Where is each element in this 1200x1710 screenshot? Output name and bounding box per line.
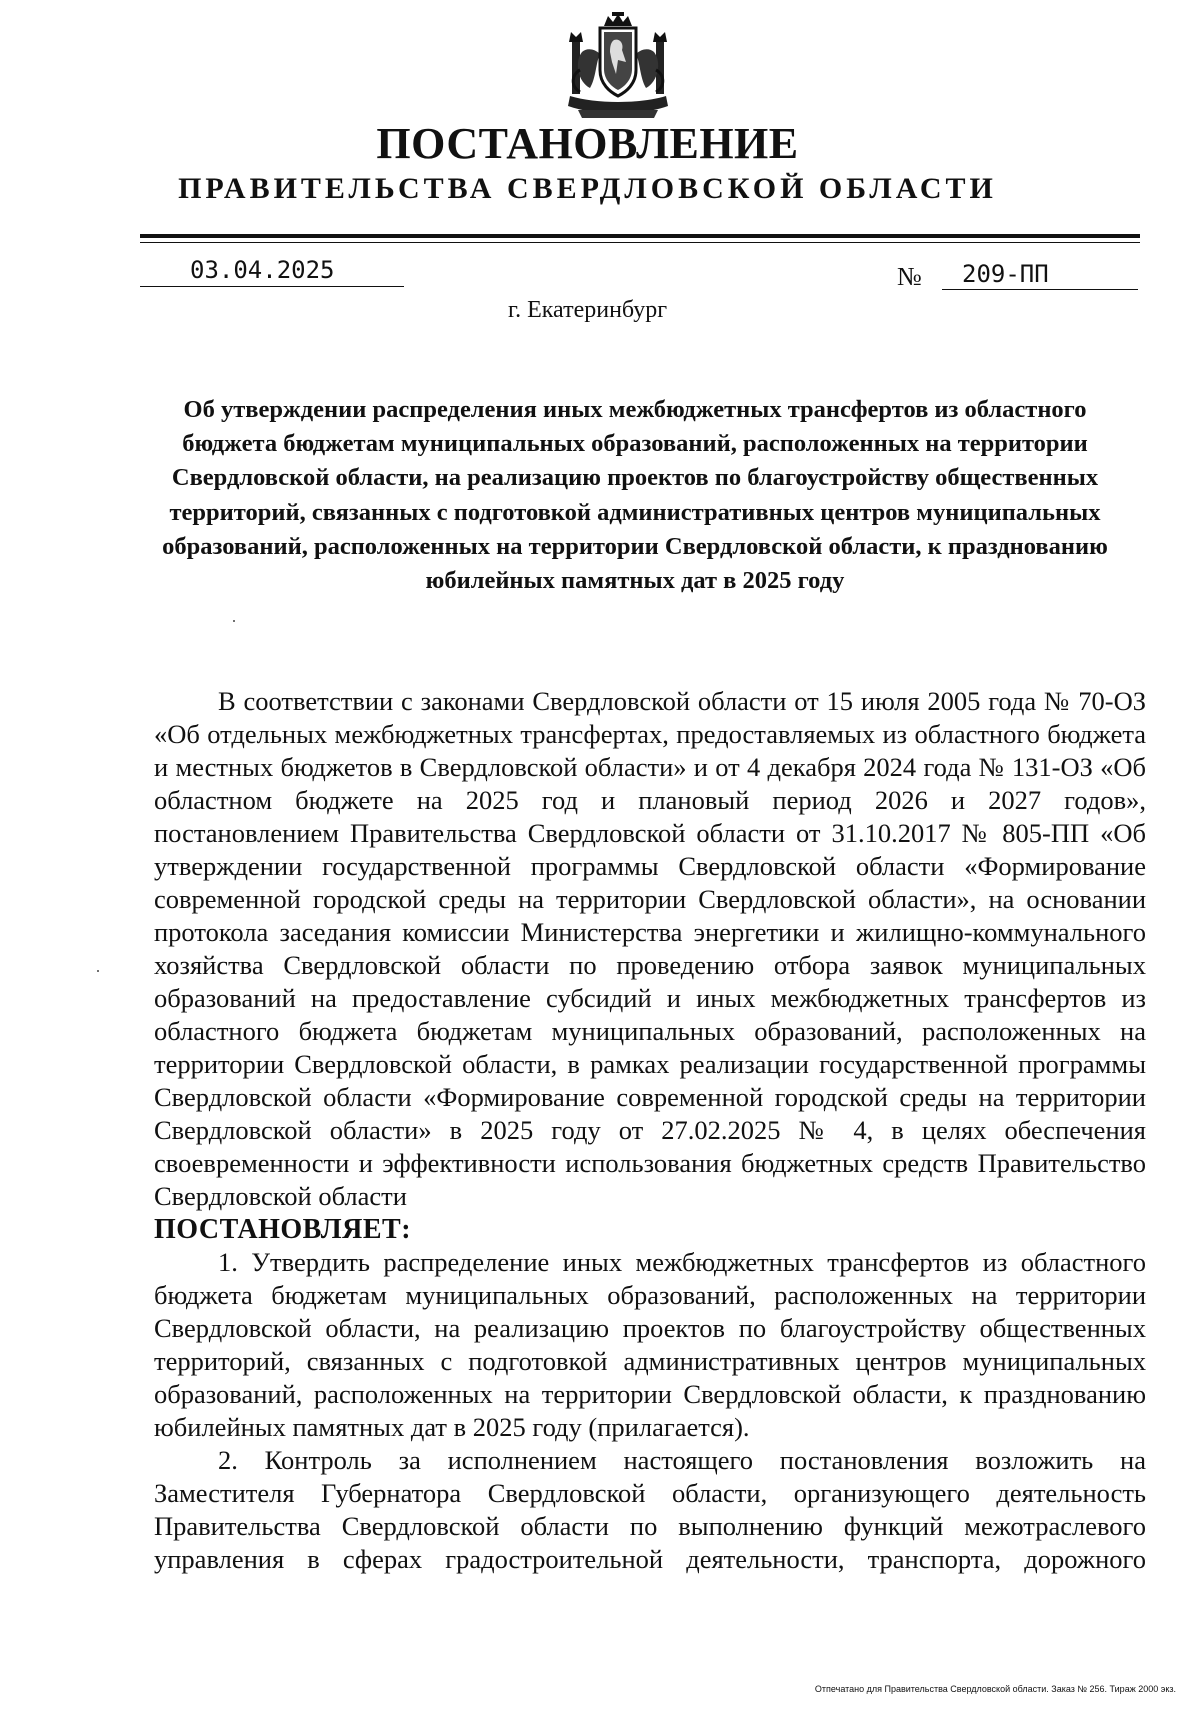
document-title: Об утверждении распределения иных межбюджетных трансфертов из областного бюджета бюджетам муниципальных образований, расположенных на территории Свердловской области, на реализацию проектов по благоустройству общественных территорий, связанных с подготовкой административных центров муниципальных образований, расположенных на территории Свердловской области, к празднованию юбилейных памятных дат в 2025 году	[162, 396, 1108, 595]
document-body	[154, 685, 1146, 1576]
coat-of-arms-icon	[556, 12, 680, 120]
number-label: №	[897, 262, 922, 291]
document-number: 209-ПП	[962, 260, 1049, 288]
print-footer: Отпечатано для Правительства Свердловской области. Заказ № 256. Тираж 2000 экз.	[814, 1684, 1176, 1694]
item-1-paragraph: 1. Утвердить распределение иных межбюджетных трансфертов из областного бюджета бюджетам муниципальных образований, расположенных на территории Свердловской области, на реализацию проектов по благоустройству общественных территорий, связанных с подготовкой административных центров муниципальных образований, расположенных на территории Свердловской области, к празднованию юбилейных памятных дат в 2025 году (прилагается).	[154, 1247, 1146, 1442]
document-type-title: ПОСТАНОВЛЕНИЕ	[376, 119, 799, 168]
scan-speck	[97, 970, 99, 972]
document-date: 03.04.2025	[190, 256, 335, 284]
issuer-subtitle: ПРАВИТЕЛЬСТВА СВЕРДЛОВСКОЙ ОБЛАСТИ	[178, 172, 997, 205]
decree-heading: ПОСТАНОВЛЯЕТ:	[154, 1214, 412, 1245]
scan-speck	[233, 620, 235, 622]
date-underline	[140, 286, 404, 287]
number-underline	[942, 289, 1138, 290]
preamble-paragraph: В соответствии с законами Свердловской области от 15 июля 2005 года № 70-ОЗ «Об отдельных межбюджетных трансфертах, предоставляемых из областного бюджета и местных бюджетов в Свердловской области» и от 4 декабря 2024 года № 131-ОЗ «Об областном бюджете на 2025 год и плановый период 2026 и 2027 годов», постановлением Правительства Свердловской области от 31.10.2017 № 805-ПП «Об утверждении государственной программы Свердловской области «Формирование современной городской среды на территории Свердловской области», на основании протокола заседания комиссии Министерства энергетики и жилищно-коммунального хозяйства Свердловской области по проведению отбора заявок муниципальных образований на предоставление субсидий и иных межбюджетных трансфертов из областного бюджета бюджетам муниципальных образований, расположенных на территории Свердловской области, в рамках реализации государственной программы Свердловской области «Формирование современной городской среды на территории Свердловской области» в 2025 году от 27.02.2025 № 4, в целях обеспечения своевременности и эффективности использования бюджетных средств Правительство Свердловской области	[154, 686, 1146, 1211]
city-of-issue: г. Екатеринбург	[507, 297, 668, 323]
item-2-paragraph: 2. Контроль за исполнением настоящего постановления возложить на Заместителя Губернатора Свердловской области, организующего деятельность Правительства Свердловской области по выполнению функций межотраслевого управления в сферах градостроительной деятельности, транспорта, дорожного	[154, 1445, 1146, 1574]
header-divider-thick	[140, 234, 1140, 238]
header-divider-thin	[140, 242, 1140, 243]
